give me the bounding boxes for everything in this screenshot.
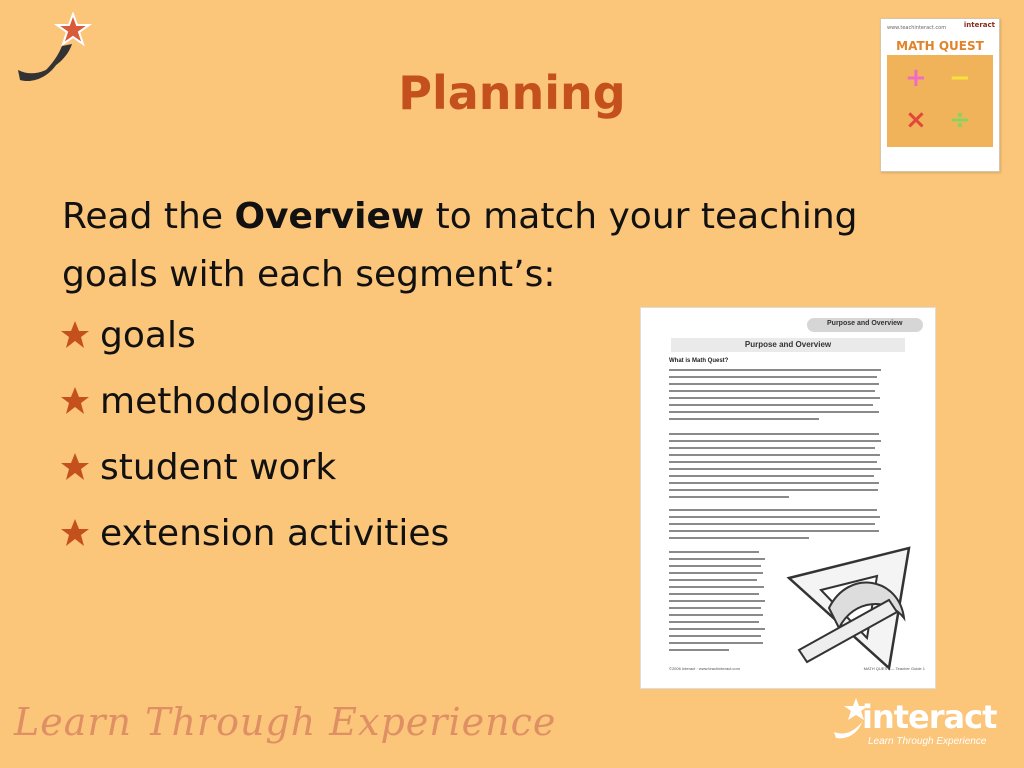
interact-logo-tagline: Learn Through Experience	[868, 736, 987, 747]
interact-logo	[832, 694, 1012, 756]
divide-symbol: ÷	[949, 105, 971, 135]
bullet-label: methodologies	[100, 380, 367, 422]
doc-paragraph-4	[669, 550, 769, 662]
intro-line-2: goals with each segment’s:	[62, 254, 556, 295]
cover-brand: interact	[963, 21, 995, 29]
cover-art	[887, 55, 993, 147]
bullet-student-work	[60, 434, 449, 500]
times-symbol: ×	[905, 105, 927, 135]
bullet-label: goals	[100, 314, 196, 356]
slide-title: Planning	[398, 66, 626, 120]
star-bullet-icon	[60, 518, 90, 548]
interact-wordmark: interact	[862, 698, 997, 736]
intro-line-1: Read the Overview to match your teaching	[62, 196, 858, 237]
overview-emphasis: Overview	[234, 196, 425, 237]
bullet-goals	[60, 302, 449, 368]
star-bullet-icon	[60, 452, 90, 482]
footer-tagline: Learn Through Experience	[14, 700, 557, 744]
bullet-label: extension activities	[100, 512, 450, 554]
math-quest-cover-image	[880, 18, 1000, 172]
star-bullet-icon	[60, 386, 90, 416]
doc-question: What is Math Quest?	[669, 358, 729, 364]
bullet-methodologies	[60, 368, 449, 434]
overview-page-image	[641, 308, 935, 688]
minus-symbol: −	[949, 63, 971, 93]
doc-footer	[669, 666, 925, 671]
drafting-tools-illustration	[769, 538, 929, 678]
doc-tab: Purpose and Overview	[807, 318, 923, 332]
intro-text	[62, 188, 882, 304]
segment-list	[60, 302, 449, 566]
cover-footnote	[887, 153, 993, 158]
doc-footer-left: ©2006 Interact · www.teachinteract.com	[669, 666, 740, 671]
doc-heading: Purpose and Overview	[671, 338, 905, 352]
doc-footer-right: MATH QUEST — Teacher Guide 1	[863, 666, 925, 671]
star-bullet-icon	[60, 320, 90, 350]
cover-url: www.teachinteract.com	[887, 25, 947, 31]
doc-paragraph-2	[669, 432, 883, 504]
cover-title: MATH QUEST	[896, 39, 984, 53]
plus-symbol: +	[905, 63, 927, 93]
bullet-extension-activities	[60, 500, 449, 566]
bullet-label: student work	[100, 446, 337, 488]
doc-paragraph-1	[669, 368, 883, 426]
